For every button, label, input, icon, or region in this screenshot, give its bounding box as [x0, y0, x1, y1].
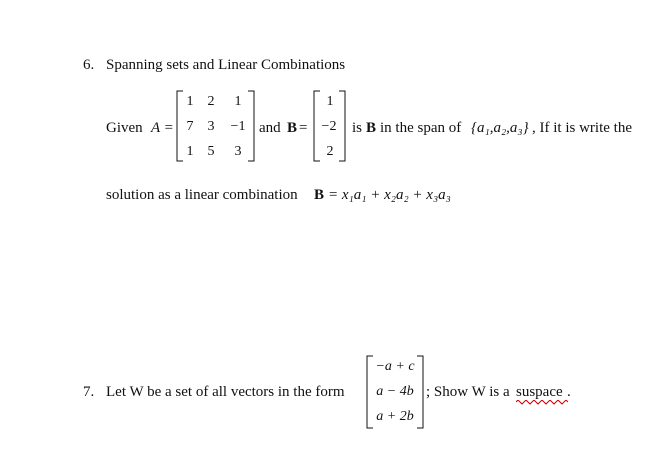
- matrix-A-cell: 1: [186, 94, 194, 109]
- matrix-A-cell: 3: [234, 144, 242, 159]
- vector-B-cell: 2: [326, 144, 334, 159]
- spellcheck-underline: [516, 400, 568, 405]
- solution-text: solution as a linear combination: [106, 187, 298, 203]
- A-equals: A =: [151, 120, 174, 136]
- period: .: [567, 384, 571, 400]
- problem-6-title: Spanning sets and Linear Combinations: [106, 57, 346, 73]
- problem-7-number: 7.: [83, 384, 95, 400]
- vector-W-cell: −a + c: [375, 359, 415, 374]
- B-label: B: [314, 187, 325, 203]
- B-label: B: [287, 120, 298, 136]
- matrix-A-cell: 1: [186, 144, 194, 159]
- matrix-A-cell: 7: [186, 119, 194, 134]
- show-text: ; Show W is a: [426, 384, 510, 400]
- linear-combination-expr: = x₁a₁ + x₂a₂ + x₃a₃: [328, 187, 451, 203]
- span-set: {a₁,a₂,a₃}: [471, 120, 529, 136]
- is-label: is: [352, 120, 363, 136]
- problem-7-text: Let W be a set of all vectors in the form: [106, 384, 345, 400]
- problem-6-number: 6.: [83, 57, 95, 73]
- matrix-A-cell: 5: [207, 144, 215, 159]
- misspelled-word[interactable]: suspace: [516, 384, 563, 400]
- vector-W-cell: a + 2b: [376, 409, 414, 424]
- matrix-A-cell: 2: [207, 94, 215, 109]
- vector-B-cell: −2: [321, 119, 337, 134]
- in-span-text: in the span of: [380, 120, 462, 136]
- matrix-A-cell: −1: [230, 119, 246, 134]
- given-label: Given: [106, 120, 143, 136]
- and-label: and: [259, 120, 281, 136]
- matrix-A-cell: 3: [207, 119, 215, 134]
- vector-W-cell: a − 4b: [376, 384, 414, 399]
- B-label: B: [366, 120, 377, 136]
- if-write-text: , If it is write the: [532, 120, 632, 136]
- vector-B-cell: 1: [326, 94, 334, 109]
- B-equals: =: [299, 120, 308, 136]
- matrix-A-cell: 1: [234, 94, 242, 109]
